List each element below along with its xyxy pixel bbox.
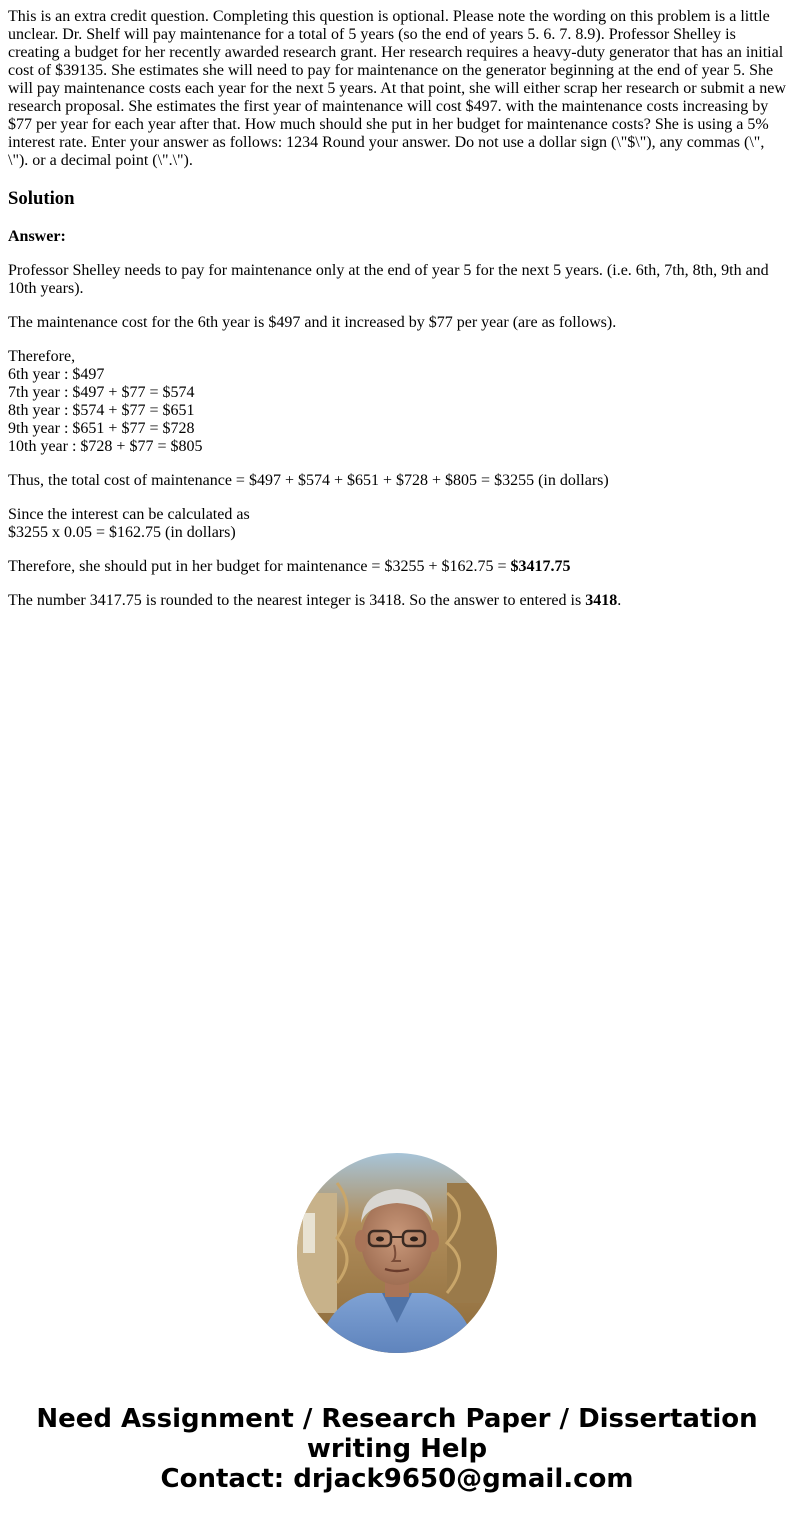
interest-calc: $3255 x 0.05 = $162.75 (in dollars) (8, 524, 236, 541)
solution-heading: Solution (8, 188, 75, 209)
answer-label: Answer: (8, 228, 66, 245)
author-avatar (297, 1153, 497, 1353)
author-portrait-image (297, 1153, 497, 1353)
budget-prefix: Therefore, she should put in her budget for maintenance = $3255 + $162.75 = (8, 558, 511, 575)
budget-line (8, 558, 788, 576)
rounding-line (8, 592, 788, 610)
year-line: 10th year : $728 + $77 = $805 (8, 438, 203, 455)
increase-note: The maintenance cost for the 6th year is $497 and it increased by $77 per year (are as follows). (8, 314, 617, 331)
solution-intro: Professor Shelley needs to pay for maintenance only at the end of year 5 for the next 5 years. (i.e. 6th, 7th, 8th, 9th and 10th years). (8, 262, 769, 297)
answer-label-paragraph (8, 228, 788, 246)
year-breakdown (8, 348, 788, 456)
rounding-prefix: The number 3417.75 is rounded to the nearest integer is 3418. So the answer to entered is (8, 592, 586, 609)
therefore-label: Therefore, (8, 348, 76, 365)
budget-value: $3417.75 (510, 558, 571, 575)
year-line: 8th year : $574 + $77 = $651 (8, 402, 195, 419)
year-line: 9th year : $651 + $77 = $728 (8, 420, 195, 437)
year-line: 6th year : $497 (8, 366, 105, 383)
interest-block (8, 506, 788, 542)
interest-intro: Since the interest can be calculated as (8, 506, 250, 523)
rounding-value: 3418 (585, 592, 618, 609)
banner-line-1: Need Assignment / Research Paper / Dissertation (36, 1404, 758, 1434)
total-cost-line: Thus, the total cost of maintenance = $497 + $574 + $651 + $728 + $805 = $3255 (in dollars) (8, 472, 609, 489)
contact-banner (0, 1404, 794, 1494)
rounding-suffix: . (617, 592, 622, 609)
year-line: 7th year : $497 + $77 = $574 (8, 384, 195, 401)
question-text: This is an extra credit question. Completing this question is optional. Please note the wording on this problem is a little unclear. Dr. Shelf will pay maintenance for a total of 5 years (so the end of years 5. 6. 7. 8.9). Professor Shelley is creating a budget for her recently awarded research grant. Her research requires a heavy-duty generator that has an initial cost of $39135. She estimates she will need to pay for maintenance on the generator beginning at the end of year 5. She will pay maintenance costs each year for the next 5 years. At that point, she will either scrap her research or submit a new research proposal. She estimates the first year of maintenance will cost $497. with the maintenance costs increasing by $77 per year for each year after that. How much should she put in her budget for maintenance costs? She is using a 5% interest rate. Enter your answer as follows: 1234 Round your answer. Do not use a dollar sign (\"$\"), any commas (\", \"). or a decimal point (\".\"). (8, 8, 786, 169)
banner-line-2: writing Help (306, 1434, 488, 1464)
banner-contact-line: Contact: drjack9650@gmail.com (160, 1464, 634, 1494)
document-body (8, 8, 788, 626)
